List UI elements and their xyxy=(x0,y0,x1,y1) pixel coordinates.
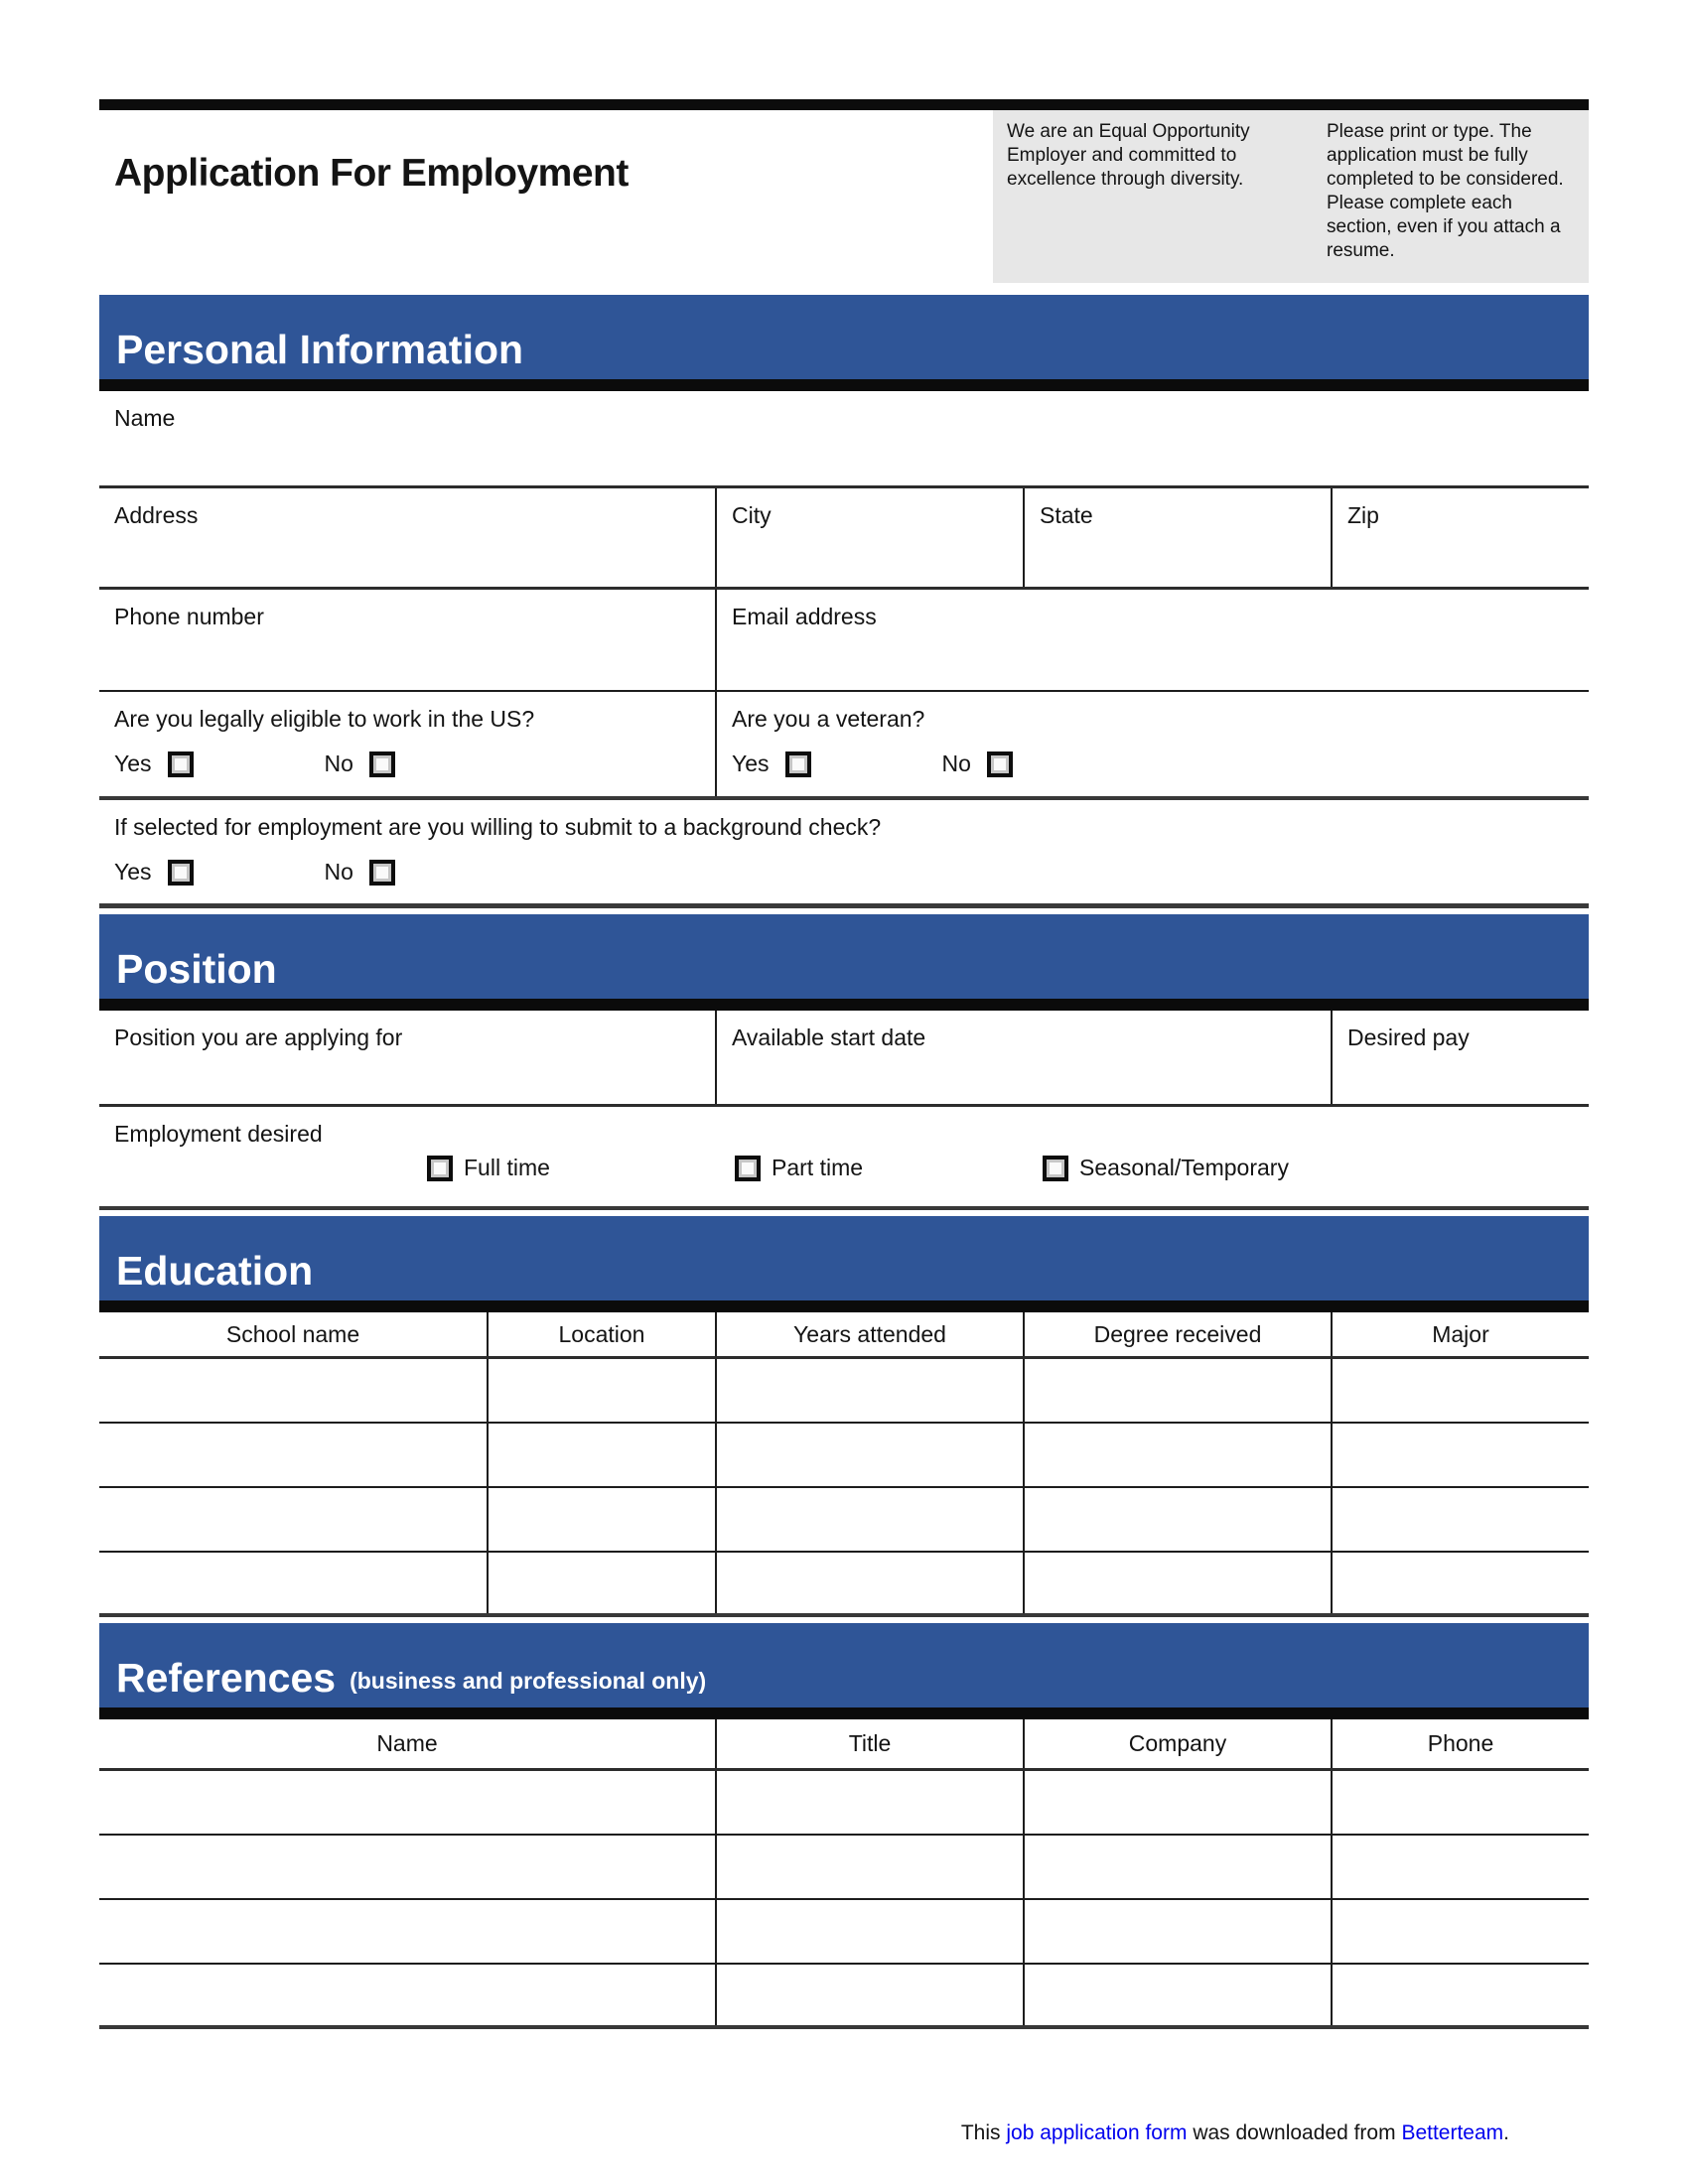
education-school-cell[interactable] xyxy=(99,1424,487,1486)
veteran-no-option xyxy=(942,751,1013,777)
state-label: State xyxy=(1040,502,1093,528)
education-school-cell[interactable] xyxy=(99,1359,487,1422)
veteran-question-cell xyxy=(715,692,1589,796)
background-check-question-cell xyxy=(99,800,1589,903)
reference-company-cell[interactable] xyxy=(1023,1900,1331,1963)
section-title: References xyxy=(116,1655,337,1702)
header-notes-box xyxy=(993,110,1589,283)
education-years-cell[interactable] xyxy=(715,1488,1023,1551)
education-degree-cell[interactable] xyxy=(1023,1359,1331,1422)
work-eligible-no-option xyxy=(325,751,395,777)
education-location-cell[interactable] xyxy=(487,1553,715,1613)
references-column-header: Name xyxy=(376,1730,438,1756)
yes-label: Yes xyxy=(114,751,152,776)
education-column-header: Location xyxy=(487,1312,715,1356)
reference-name-cell[interactable] xyxy=(99,1965,715,2025)
reference-phone-cell[interactable] xyxy=(1331,1965,1589,2025)
part-time-option xyxy=(735,1155,863,1181)
section-header-references xyxy=(99,1623,1589,1719)
references-column-header: Company xyxy=(1023,1719,1331,1768)
employment-desired-label: Employment desired xyxy=(114,1121,323,1147)
section-title: Personal Information xyxy=(116,327,524,373)
references-column-header: Title xyxy=(715,1719,1023,1768)
betterteam-link[interactable]: Betterteam xyxy=(1401,2121,1504,2144)
part-time-checkbox[interactable] xyxy=(735,1156,761,1181)
section-subtitle: (business and professional only) xyxy=(350,1668,707,1694)
full-time-option xyxy=(427,1155,550,1181)
name-row xyxy=(99,391,1589,488)
work-eligible-yes-option xyxy=(114,751,194,777)
position-applying-field[interactable] xyxy=(99,1011,715,1104)
veteran-yes-checkbox[interactable] xyxy=(785,751,811,777)
education-location-cell[interactable] xyxy=(487,1488,715,1551)
reference-title-cell[interactable] xyxy=(715,1900,1023,1963)
education-column-header: Years attended xyxy=(715,1312,1023,1356)
position-applying-label: Position you are applying for xyxy=(114,1024,403,1050)
job-application-form-link[interactable]: job application form xyxy=(1006,2121,1188,2144)
name-label: Name xyxy=(114,405,176,431)
footer-text: This xyxy=(960,2121,1007,2144)
no-label: No xyxy=(324,859,353,885)
education-degree-cell[interactable] xyxy=(1023,1424,1331,1486)
background-check-no-option xyxy=(325,859,395,886)
background-check-options xyxy=(114,859,1579,886)
yes-label: Yes xyxy=(732,751,770,776)
section-header-education xyxy=(99,1216,1589,1312)
seasonal-temporary-option xyxy=(1043,1155,1289,1181)
education-table-row xyxy=(99,1488,1589,1553)
employment-desired-row xyxy=(99,1107,1589,1210)
references-table-row xyxy=(99,1771,1589,1836)
education-table-body xyxy=(0,1359,1688,1617)
education-years-cell[interactable] xyxy=(715,1424,1023,1486)
references-column-header: Phone xyxy=(1331,1719,1589,1768)
reference-phone-cell[interactable] xyxy=(1331,1900,1589,1963)
background-check-row xyxy=(99,800,1589,908)
zip-field[interactable] xyxy=(1331,488,1589,587)
address-row xyxy=(99,488,1589,590)
reference-name-cell[interactable] xyxy=(99,1836,715,1898)
background-check-no-checkbox[interactable] xyxy=(369,860,395,886)
desired-pay-label: Desired pay xyxy=(1347,1024,1470,1050)
name-field[interactable] xyxy=(99,391,1589,485)
footer-text: . xyxy=(1503,2121,1509,2144)
work-eligible-yes-checkbox[interactable] xyxy=(168,751,194,777)
education-years-cell[interactable] xyxy=(715,1553,1023,1613)
veteran-question: Are you a veteran? xyxy=(732,706,925,732)
education-table-row xyxy=(99,1553,1589,1617)
state-field[interactable] xyxy=(1023,488,1331,587)
references-table-header xyxy=(99,1719,1589,1771)
reference-name-cell[interactable] xyxy=(99,1771,715,1834)
zip-label: Zip xyxy=(1347,502,1379,528)
instructions-note: Please print or type. The application must be fully completed to be considered. Please complete each section, even if you attach a resume. xyxy=(1327,121,1564,261)
section-title: Education xyxy=(116,1248,314,1295)
education-major-cell[interactable] xyxy=(1331,1488,1589,1551)
no-label: No xyxy=(941,751,971,776)
education-major-cell[interactable] xyxy=(1331,1359,1589,1422)
desired-pay-field[interactable] xyxy=(1331,1011,1589,1104)
position-row xyxy=(99,1011,1589,1107)
education-degree-cell[interactable] xyxy=(1023,1488,1331,1551)
part-time-label: Part time xyxy=(772,1155,864,1180)
eeo-note: We are an Equal Opportunity Employer and committed to excellence through diversity. xyxy=(1007,121,1250,190)
education-table-row xyxy=(99,1424,1589,1488)
address-label: Address xyxy=(114,502,199,528)
reference-title-cell[interactable] xyxy=(715,1836,1023,1898)
start-date-field[interactable] xyxy=(715,1011,1331,1104)
eligibility-row xyxy=(99,692,1589,800)
education-major-cell[interactable] xyxy=(1331,1553,1589,1613)
footer-text: was downloaded from xyxy=(1187,2121,1402,2144)
phone-email-row xyxy=(99,590,1589,692)
reference-title-cell[interactable] xyxy=(715,1771,1023,1834)
education-school-cell[interactable] xyxy=(99,1553,487,1613)
section-title: Position xyxy=(116,946,277,993)
address-field[interactable] xyxy=(99,488,715,587)
full-time-checkbox[interactable] xyxy=(427,1156,453,1181)
references-table-row xyxy=(99,1900,1589,1965)
education-column-header: Degree received xyxy=(1023,1312,1331,1356)
work-eligible-options xyxy=(114,751,705,777)
education-table-row xyxy=(99,1359,1589,1424)
education-major-cell[interactable] xyxy=(1331,1424,1589,1486)
full-time-label: Full time xyxy=(464,1155,550,1180)
city-field[interactable] xyxy=(715,488,1023,587)
reference-phone-cell[interactable] xyxy=(1331,1836,1589,1898)
footer-attribution xyxy=(99,2121,1509,2145)
reference-name-cell[interactable] xyxy=(99,1900,715,1963)
references-table-row xyxy=(99,1965,1589,2029)
page-title: Application For Employment xyxy=(114,152,629,195)
reference-company-cell[interactable] xyxy=(1023,1771,1331,1834)
education-column-header: Major xyxy=(1331,1312,1589,1356)
background-check-question: If selected for employment are you willing to submit to a background check? xyxy=(114,814,882,840)
education-column-header: School name xyxy=(225,1320,360,1347)
education-location-cell[interactable] xyxy=(487,1359,715,1422)
start-date-label: Available start date xyxy=(732,1024,926,1050)
references-table-row xyxy=(99,1836,1589,1900)
veteran-no-checkbox[interactable] xyxy=(987,751,1013,777)
email-field[interactable] xyxy=(715,590,1589,690)
reference-phone-cell[interactable] xyxy=(1331,1771,1589,1834)
reference-company-cell[interactable] xyxy=(1023,1965,1331,2025)
veteran-options xyxy=(732,751,1579,777)
seasonal-temporary-checkbox[interactable] xyxy=(1043,1156,1068,1181)
work-eligible-question-cell xyxy=(99,692,715,796)
education-degree-cell[interactable] xyxy=(1023,1553,1331,1613)
phone-label: Phone number xyxy=(114,604,264,629)
education-table-header xyxy=(99,1312,1589,1359)
work-eligible-question: Are you legally eligible to work in the US? xyxy=(114,706,535,732)
section-header-position xyxy=(99,914,1589,1011)
yes-label: Yes xyxy=(114,859,152,885)
phone-field[interactable] xyxy=(99,590,715,690)
education-location-cell[interactable] xyxy=(487,1424,715,1486)
top-divider-bar xyxy=(99,99,1589,110)
background-check-yes-checkbox[interactable] xyxy=(168,860,194,886)
seasonal-temporary-label: Seasonal/Temporary xyxy=(1079,1155,1289,1180)
no-label: No xyxy=(324,751,353,776)
city-label: City xyxy=(732,502,772,528)
references-table-body xyxy=(0,1771,1688,2029)
reference-company-cell[interactable] xyxy=(1023,1836,1331,1898)
work-eligible-no-checkbox[interactable] xyxy=(369,751,395,777)
background-check-yes-option xyxy=(114,859,194,886)
section-header-personal-information xyxy=(99,295,1589,391)
form-header xyxy=(99,110,1589,295)
education-school-cell[interactable] xyxy=(99,1488,487,1551)
veteran-yes-option xyxy=(732,751,811,777)
education-years-cell[interactable] xyxy=(715,1359,1023,1422)
reference-title-cell[interactable] xyxy=(715,1965,1023,2025)
email-label: Email address xyxy=(732,604,877,629)
